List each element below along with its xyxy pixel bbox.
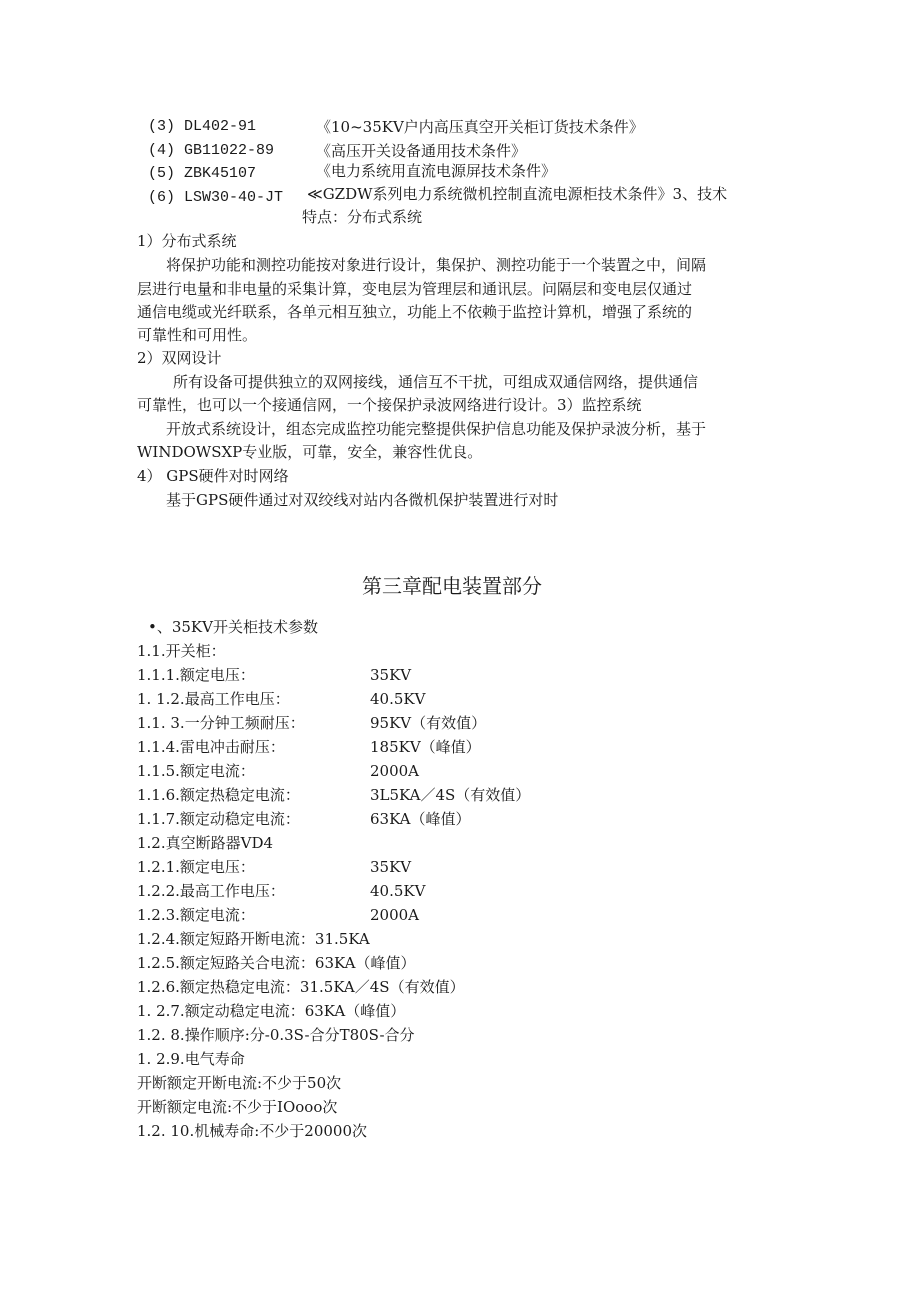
paragraph-line: 可靠性和可用性。 — [137, 326, 258, 344]
param-label: 1.1. 3.一分钟工频耐压： — [137, 714, 305, 732]
standard-title: 《电力系统用直流电源屏技术条件》 — [316, 162, 557, 180]
param-label: 1.2.2.最高工作电压： — [137, 882, 285, 900]
param-label: 1.1.5.额定电流： — [137, 762, 255, 780]
paragraph-line: 开放式系统设计，组态完成监控功能完整提供保护信息功能及保护录波分析，基于 — [166, 420, 707, 438]
param-label: 1. 1.2.最高工作电压： — [137, 690, 290, 708]
paragraph-line: 所有设备可提供独立的双网接线，通信互不干扰，可组成双通信网络，提供通信 — [173, 373, 699, 391]
section-heading: 1）分布式系统 — [137, 232, 237, 250]
param-label: 1.2.5.额定短路关合电流：63KA（峰值） — [137, 954, 416, 972]
param-label: 开断额定开断电流:不少于50次 — [137, 1074, 342, 1092]
param-label: 1.2.6.额定热稳定电流：31.5KA／4S（有效值） — [137, 978, 465, 996]
param-label: 1.2. 8.操作顺序:分-0.3S-合分T80S-合分 — [137, 1026, 415, 1044]
section-heading: 2）双网设计 — [137, 349, 222, 367]
chapter-title: 第三章配电装置部分 — [362, 574, 542, 598]
section-heading: 4） GPS硬件对时网络 — [137, 467, 289, 485]
param-label: 1.1.1.额定电压： — [137, 666, 255, 684]
param-value: 40.5KV — [370, 690, 426, 708]
param-value: 63KA（峰值） — [370, 810, 471, 828]
paragraph-line: 将保护功能和测控功能按对象进行设计，集保护、测控功能于一个装置之中，间隔 — [166, 256, 707, 274]
standard-title-continued: 特点：分布式系统 — [302, 208, 423, 226]
param-value: 35KV — [370, 666, 412, 684]
param-value: 3L5KA／4S（有效值） — [370, 786, 531, 804]
param-label: 1.2.真空断路器VD4 — [137, 834, 274, 852]
param-label: 开断额定电流:不少于IOooo次 — [137, 1098, 338, 1116]
standard-title: 《高压开关设备通用技术条件》 — [316, 142, 527, 160]
param-label: 1.1.7.额定动稳定电流： — [137, 810, 300, 828]
param-value: 2000A — [370, 762, 420, 780]
standard-code: (4) GB11022-89 — [148, 142, 275, 159]
paragraph-line: 通信电缆或光纤联系，各单元相互独立，功能上不依赖于监控计算机，增强了系统的 — [137, 303, 693, 321]
param-value: 40.5KV — [370, 882, 426, 900]
param-value: 35KV — [370, 858, 412, 876]
param-label: 1.2.1.额定电压： — [137, 858, 255, 876]
standard-code: (5) ZBK45107 — [148, 165, 257, 182]
paragraph-line: 可靠性，也可以一个接通信网，一个接保护录波网络进行设计。3）监控系统 — [137, 396, 642, 414]
param-label: 1.2.3.额定电流： — [137, 906, 255, 924]
standard-title: ≪GZDW系列电力系统微机控制直流电源柜技术条件》3、技术 — [307, 185, 728, 203]
param-label: 1.1.开关柜： — [137, 642, 226, 660]
param-label: 1.2. 10.机械寿命:不少于20000次 — [137, 1122, 368, 1140]
param-label: 1. 2.7.额定动稳定电流：63KA（峰值） — [137, 1002, 406, 1020]
standard-title: 《10~35KV户内高压真空开关柜订货技术条件》 — [316, 118, 644, 136]
param-value: 185KV（峰值） — [370, 738, 481, 756]
param-value: 95KV（有效值） — [370, 714, 487, 732]
paragraph-line: 层进行电量和非电量的采集计算，变电层为管理层和通讯层。问隔层和变电层仅通过 — [137, 280, 693, 298]
param-value: 2000A — [370, 906, 420, 924]
paragraph-line: 基于GPS硬件通过对双绞线对站内各微机保护装置进行对时 — [166, 491, 559, 509]
standard-code: (3) DL402-91 — [148, 118, 257, 135]
param-label: 1. 2.9.电气寿命 — [137, 1050, 245, 1068]
param-label: 1.1.4.雷电冲击耐压： — [137, 738, 285, 756]
paragraph-line: WINDOWSXP专业版，可靠，安全，兼容性优良。 — [137, 443, 483, 461]
params-heading: •、35KV开关柜技术参数 — [148, 618, 318, 636]
standard-code: (6) LSW30-40-JT — [148, 189, 284, 206]
param-label: 1.2.4.额定短路开断电流：31.5KA — [137, 930, 370, 948]
param-label: 1.1.6.额定热稳定电流： — [137, 786, 300, 804]
